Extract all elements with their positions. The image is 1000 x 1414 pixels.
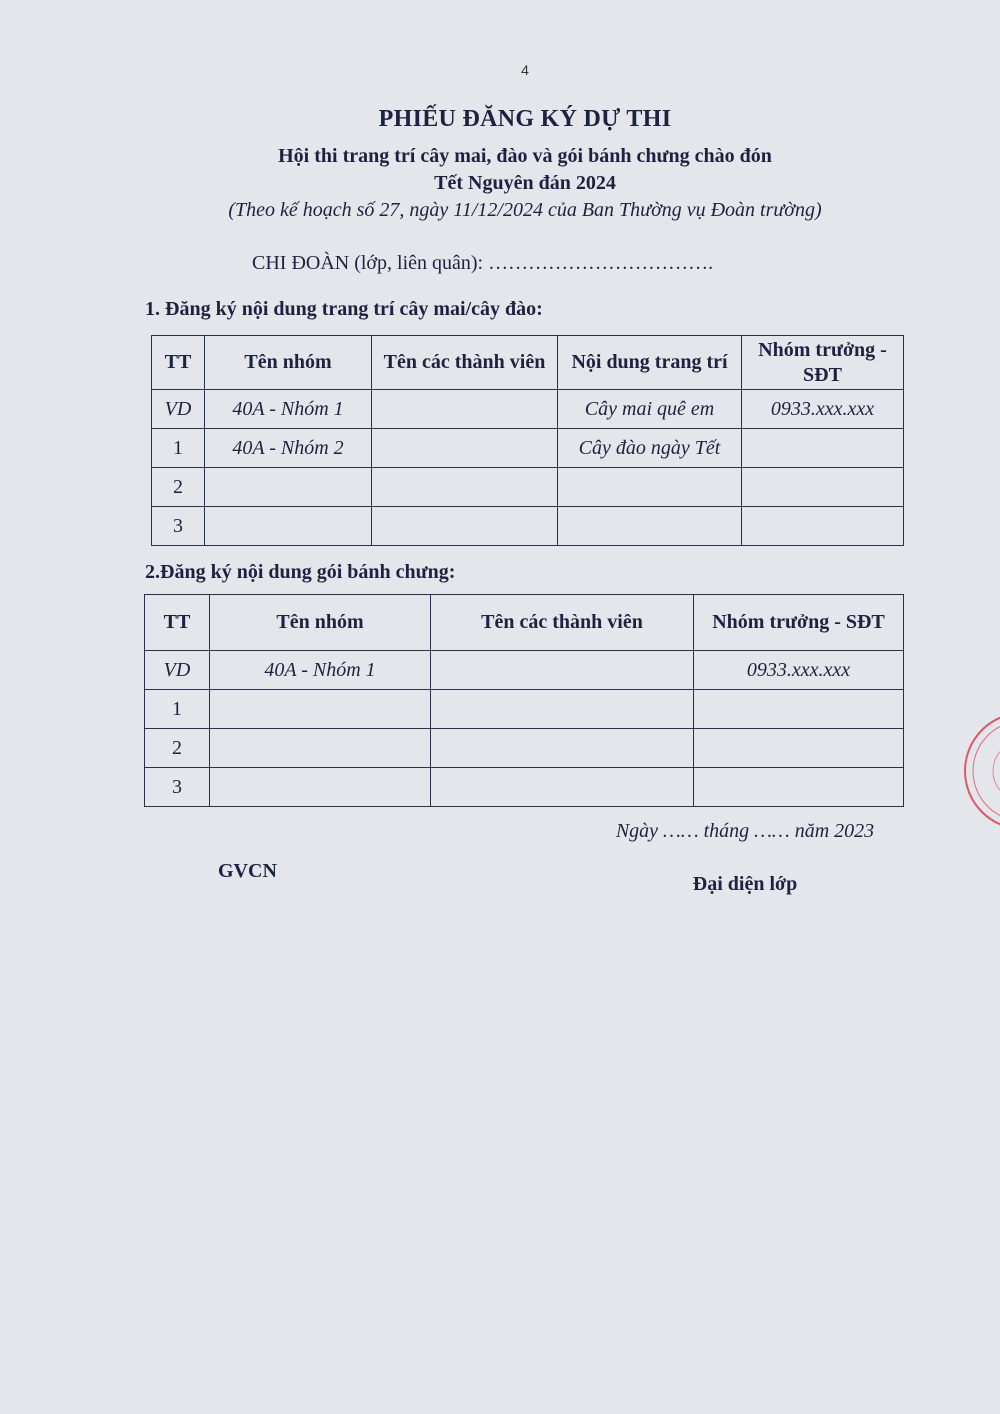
table-row <box>145 651 904 690</box>
header-group-name: Tên nhóm <box>205 336 372 390</box>
section-1-heading: 1. Đăng ký nội dung trang trí cây mai/cây đào: <box>145 298 543 320</box>
cell-group-name <box>210 729 431 768</box>
plan-reference-note: (Theo kế hoạch số 27, ngày 11/12/2024 của Ban Thường vụ Đoàn trường) <box>228 199 822 221</box>
cell-leader-phone <box>694 690 904 729</box>
table-row <box>145 729 904 768</box>
cell-tt: VD <box>152 390 205 429</box>
table-row <box>152 468 904 507</box>
page-number: 4 <box>521 62 529 78</box>
table-header-row <box>152 336 904 390</box>
cell-leader-phone: 0933.xxx.xxx <box>694 651 904 690</box>
cell-leader-phone <box>742 507 904 546</box>
table-row <box>152 507 904 546</box>
cell-tt: 1 <box>152 429 205 468</box>
header-decoration-content: Nội dung trang trí <box>558 336 742 390</box>
table-row <box>152 429 904 468</box>
cell-members <box>372 507 558 546</box>
cell-decoration-content <box>558 468 742 507</box>
cell-group-name <box>205 468 372 507</box>
cell-group-name: 40A - Nhóm 1 <box>210 651 431 690</box>
cell-leader-phone: 0933.xxx.xxx <box>742 390 904 429</box>
cell-decoration-content: Cây đào ngày Tết <box>558 429 742 468</box>
table-header-row <box>145 595 904 651</box>
header-members: Tên các thành viên <box>372 336 558 390</box>
class-representative-label: Đại diện lớp <box>692 873 798 895</box>
cell-tt: VD <box>145 651 210 690</box>
decoration-registration-table <box>151 335 904 546</box>
chi-doan-field: CHI ĐOÀN (lớp, liên quân): ……………………………. <box>252 252 714 274</box>
form-subtitle-line-2: Tết Nguyên đán 2024 <box>434 172 616 194</box>
signature-date-line: Ngày …… tháng …… năm 2023 <box>615 820 875 842</box>
cell-members <box>431 729 694 768</box>
cell-tt: 2 <box>145 729 210 768</box>
cell-leader-phone <box>742 429 904 468</box>
header-tt: TT <box>145 595 210 651</box>
homeroom-teacher-label: GVCN <box>218 860 277 882</box>
cell-members <box>431 651 694 690</box>
cell-tt: 3 <box>145 768 210 807</box>
cell-decoration-content: Cây mai quê em <box>558 390 742 429</box>
cell-leader-phone <box>694 768 904 807</box>
cell-members <box>372 429 558 468</box>
form-title: PHIẾU ĐĂNG KÝ DỰ THI <box>378 106 672 132</box>
cell-decoration-content <box>558 507 742 546</box>
cell-leader-phone <box>742 468 904 507</box>
red-seal-stamp <box>955 706 1000 836</box>
cell-members <box>372 390 558 429</box>
cell-group-name <box>210 690 431 729</box>
cell-group-name: 40A - Nhóm 1 <box>205 390 372 429</box>
table-row <box>152 390 904 429</box>
cell-members <box>431 768 694 807</box>
table-row <box>145 690 904 729</box>
header-tt: TT <box>152 336 205 390</box>
header-leader-phone: Nhóm trưởng - SĐT <box>694 595 904 651</box>
cell-tt: 3 <box>152 507 205 546</box>
header-members: Tên các thành viên <box>431 595 694 651</box>
cell-tt: 2 <box>152 468 205 507</box>
cell-leader-phone <box>694 729 904 768</box>
header-group-name: Tên nhóm <box>210 595 431 651</box>
cell-group-name: 40A - Nhóm 2 <box>205 429 372 468</box>
cell-tt: 1 <box>145 690 210 729</box>
banh-chung-registration-table <box>144 594 904 807</box>
cell-members <box>431 690 694 729</box>
section-2-heading: 2.Đăng ký nội dung gói bánh chưng: <box>145 561 456 583</box>
cell-group-name <box>205 507 372 546</box>
header-leader-phone: Nhóm trưởng - SĐT <box>742 336 904 390</box>
form-subtitle-line-1: Hội thi trang trí cây mai, đào và gói bánh chưng chào đón <box>278 145 772 167</box>
cell-group-name <box>210 768 431 807</box>
cell-members <box>372 468 558 507</box>
table-row <box>145 768 904 807</box>
